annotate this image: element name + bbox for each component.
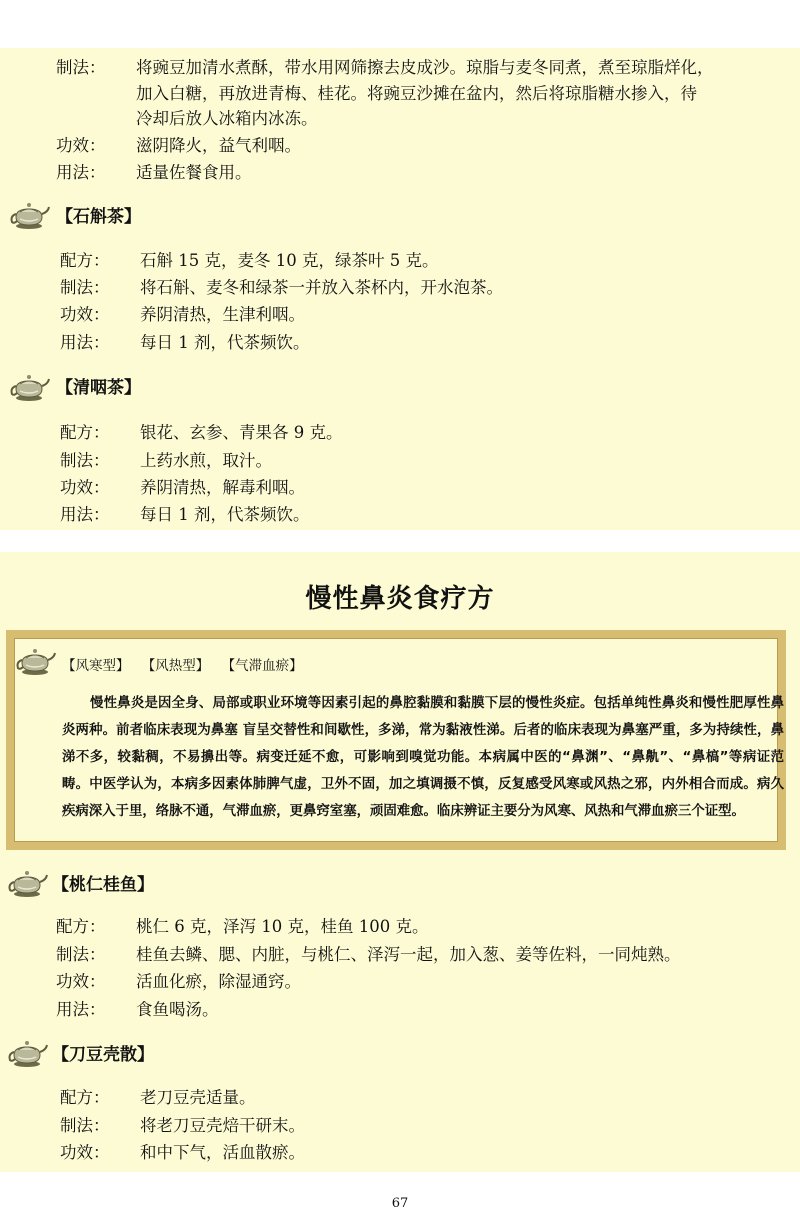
method-line-1: 将豌豆加清水煮酥，带水用网筛擦去皮成沙。琼脂与麦冬同煮，煮至琼脂烊化， [136,58,714,77]
usage-label: 用法： [56,1000,106,1019]
usage-label: 用法： [60,505,110,524]
teapot-icon [14,646,56,676]
teapot-icon [6,1038,48,1068]
usage-value: 每日 1 剂，代茶频饮。 [140,505,310,524]
method-value: 上药水煎，取汁。 [140,451,272,470]
effect-label: 功效： [56,972,106,991]
shihu-tea-heading: 【石斛茶】 [56,207,141,227]
usage-value: 食鱼喝汤。 [136,1000,219,1019]
taoren-fish-heading: 【桃仁桂鱼】 [52,875,154,895]
method-value: 将老刀豆壳焙干研末。 [140,1116,305,1135]
daodou-powder-heading: 【刀豆壳散】 [52,1045,154,1065]
usage-label: 用法： [56,163,106,182]
teapot-icon [8,200,50,230]
effect-label: 功效： [60,478,110,497]
recipe-value: 老刀豆壳适量。 [140,1088,256,1107]
method-label: 制法： [56,945,106,964]
method-label: 制法： [60,278,110,297]
recipe-label: 配方： [60,251,110,270]
teapot-icon [8,372,50,402]
effect-value: 养阴清热，生津利咽。 [140,305,305,324]
teapot-icon [6,868,48,898]
method-label: 制法： [60,451,110,470]
effect-value: 活血化瘀，除湿通窍。 [136,972,301,991]
method-label: 制法： [60,1116,110,1135]
usage-label: 用法： [60,333,110,352]
method-line-2: 加入白糖，再放进青梅、桂花。将豌豆沙摊在盆内，然后将琼脂糖水掺入，待 [136,84,697,103]
effect-label: 功效： [60,305,110,324]
effect-value: 和中下气，活血散瘀。 [140,1143,305,1162]
section-title: 慢性鼻炎食疗方 [305,584,495,614]
tag-qi-blood-stasis: 【气滞血瘀】 [221,658,303,674]
effect-label: 功效： [60,1143,110,1162]
recipe-value: 桃仁 6 克，泽泻 10 克，桂鱼 100 克。 [136,917,429,936]
tag-wind-cold: 【风寒型】 [62,658,130,674]
effect-label: 功效： [56,136,106,155]
usage-value: 适量佐餐食用。 [136,163,252,182]
page-number: 67 [391,1196,409,1211]
recipe-label: 配方： [56,917,106,936]
intro-paragraph: 慢性鼻炎是因全身、局部或职业环境等因素引起的鼻腔黏膜和黏膜下层的慢性炎症。包括单纯性鼻炎和慢性肥厚性鼻炎两种。前者临床表现为鼻塞 盲呈交替性和间歇性，多涕，常为黏液性涕。后者的临床表现为鼻塞严重，多为持续性，鼻涕不多，较黏稠，不易擤出等。病变迁延不愈，可影响到嗅觉功能。本病属中医的“鼻渊”、“鼻鼽”、“鼻槁”等病证范畴。中医学认为，本病多因素体肺脾气虚，卫外不固，加之填调摄不慎，反复感受风寒或风热之邪，内外相合而成。病久疾病深入于里，络脉不通，气滞血瘀，更鼻窍室塞，顽固难愈。临床辨证主要分为风寒、风热和气滞血瘀三个证型。 [62,696,784,819]
method-label: 制法： [56,58,106,77]
qingyan-tea-heading: 【清咽茶】 [56,378,141,398]
method-value: 将石斛、麦冬和绿茶一并放入茶杯内，开水泡茶。 [140,278,503,297]
recipe-label: 配方： [60,1088,110,1107]
recipe-value: 银花、玄参、青果各 9 克。 [140,423,343,442]
effect-value: 滋阴降火，益气利咽。 [136,136,301,155]
usage-value: 每日 1 剂，代茶频饮。 [140,333,310,352]
tag-wind-heat: 【风热型】 [141,658,210,674]
syndrome-tags [62,654,311,674]
recipe-label: 配方： [60,423,110,442]
effect-value: 养阴清热，解毒利咽。 [140,478,305,497]
recipe-value: 石斛 15 克，麦冬 10 克，绿茶叶 5 克。 [140,251,439,270]
method-value: 桂鱼去鳞、腮、内脏，与桃仁、泽泻一起，加入葱、姜等佐料，一同炖熟。 [136,945,681,964]
method-line-3: 冷却后放人冰箱内冰冻。 [136,109,318,128]
